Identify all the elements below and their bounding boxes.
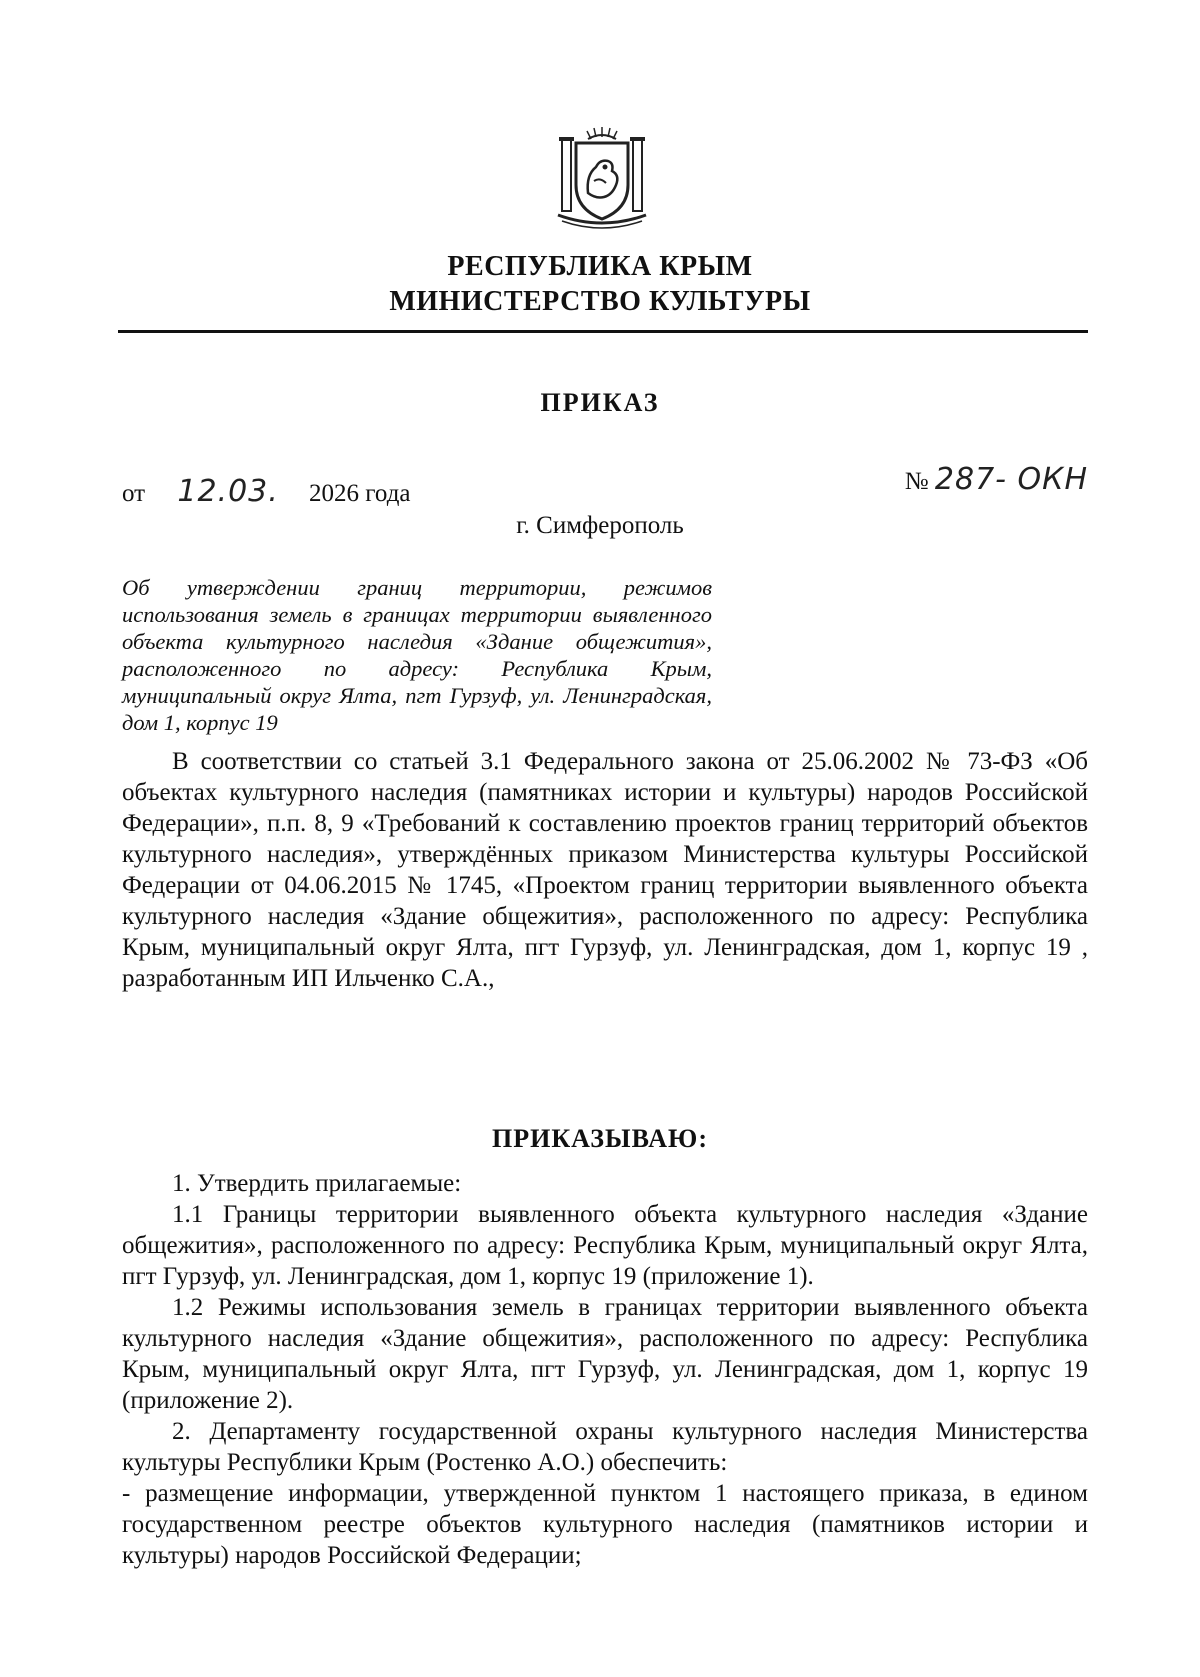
item-1: 1. Утвердить прилагаемые: [172, 1170, 462, 1197]
date-prefix: от [122, 480, 146, 507]
order-date [122, 474, 411, 509]
order-number [905, 462, 1088, 497]
item-1-2: 1.2 Режимы использования земель в границах территории выявленного объекта культурного наследия «Здание общежития», расположенного по адресу: Республика Крым, муниципальный округ Ялта, пгт Гурзуф, ул. Ленинградская, дом 1, корпус 19 (приложение 2). [122, 1294, 1088, 1414]
item-1-1: 1.1 Границы территории выявленного объекта культурного наследия «Здание общежития», расположенного по адресу: Республика Крым, муниципальный округ Ялта, пгт Гурзуф, ул. Ленинградская, дом 1, корпус 19 (приложение 1). [122, 1201, 1088, 1290]
preamble-block [122, 746, 1088, 994]
order-items [122, 1168, 1088, 1571]
item-2: 2. Департаменту государственной охраны культурного наследия Министерства культуры Республики Крым (Ростенко А.О.) обеспечить: [122, 1418, 1088, 1476]
order-word: ПРИКАЗЫВАЮ: [492, 1124, 708, 1153]
item-2-dash: - размещение информации, утвержденной пунктом 1 настоящего приказа, в едином государственном реестре объектов культурного наследия (памятников истории и культуры) народов Российской Федерации; [122, 1480, 1088, 1569]
order-subject: Об утверждении границ территории, режимов использования земель в границах территории выявленного объекта культурного наследия «Здание общежития», расположенного по адресу: Республика Крым, муниципальный округ Ялта, пгт Гурзуф, ул. Ленинградская, дом 1, корпус 19 [122, 575, 712, 735]
document-title: ПРИКАЗ [540, 388, 660, 417]
preamble-text: В соответствии со статьей 3.1 Федерального закона от 25.06.2002 № 73-ФЗ «Об объектах культурного наследия (памятниках истории и культуры) народов Российской Федерации», п.п. 8, 9 «Требований к составлению проектов границ территорий объектов культурного наследия», утверждённых приказом Министерства культуры Российской Федерации от 04.06.2015 № 1745, «Проектом границ территории выявленного объекта культурного наследия «Здание общежития», расположенного по адресу: Республика Крым, муниципальный округ Ялта, пгт Гурзуф, ул. Ленинградская, дом 1, корпус 19 , разработанным ИП Ильченко С.А., [122, 748, 1088, 992]
crimea-coat-of-arms-icon [548, 123, 656, 231]
date-year: 2026 года [309, 480, 411, 507]
date-handwritten: 12.03. [177, 474, 279, 509]
ministry-heading: МИНИСТЕРСТВО КУЛЬТУРЫ [389, 286, 811, 317]
city-line: г. Симферополь [516, 512, 684, 539]
header-divider [118, 330, 1088, 333]
number-handwritten: 287- ОКН [934, 462, 1088, 497]
republic-heading: РЕСПУБЛИКА КРЫМ [447, 251, 753, 282]
number-sign: № [904, 468, 929, 495]
